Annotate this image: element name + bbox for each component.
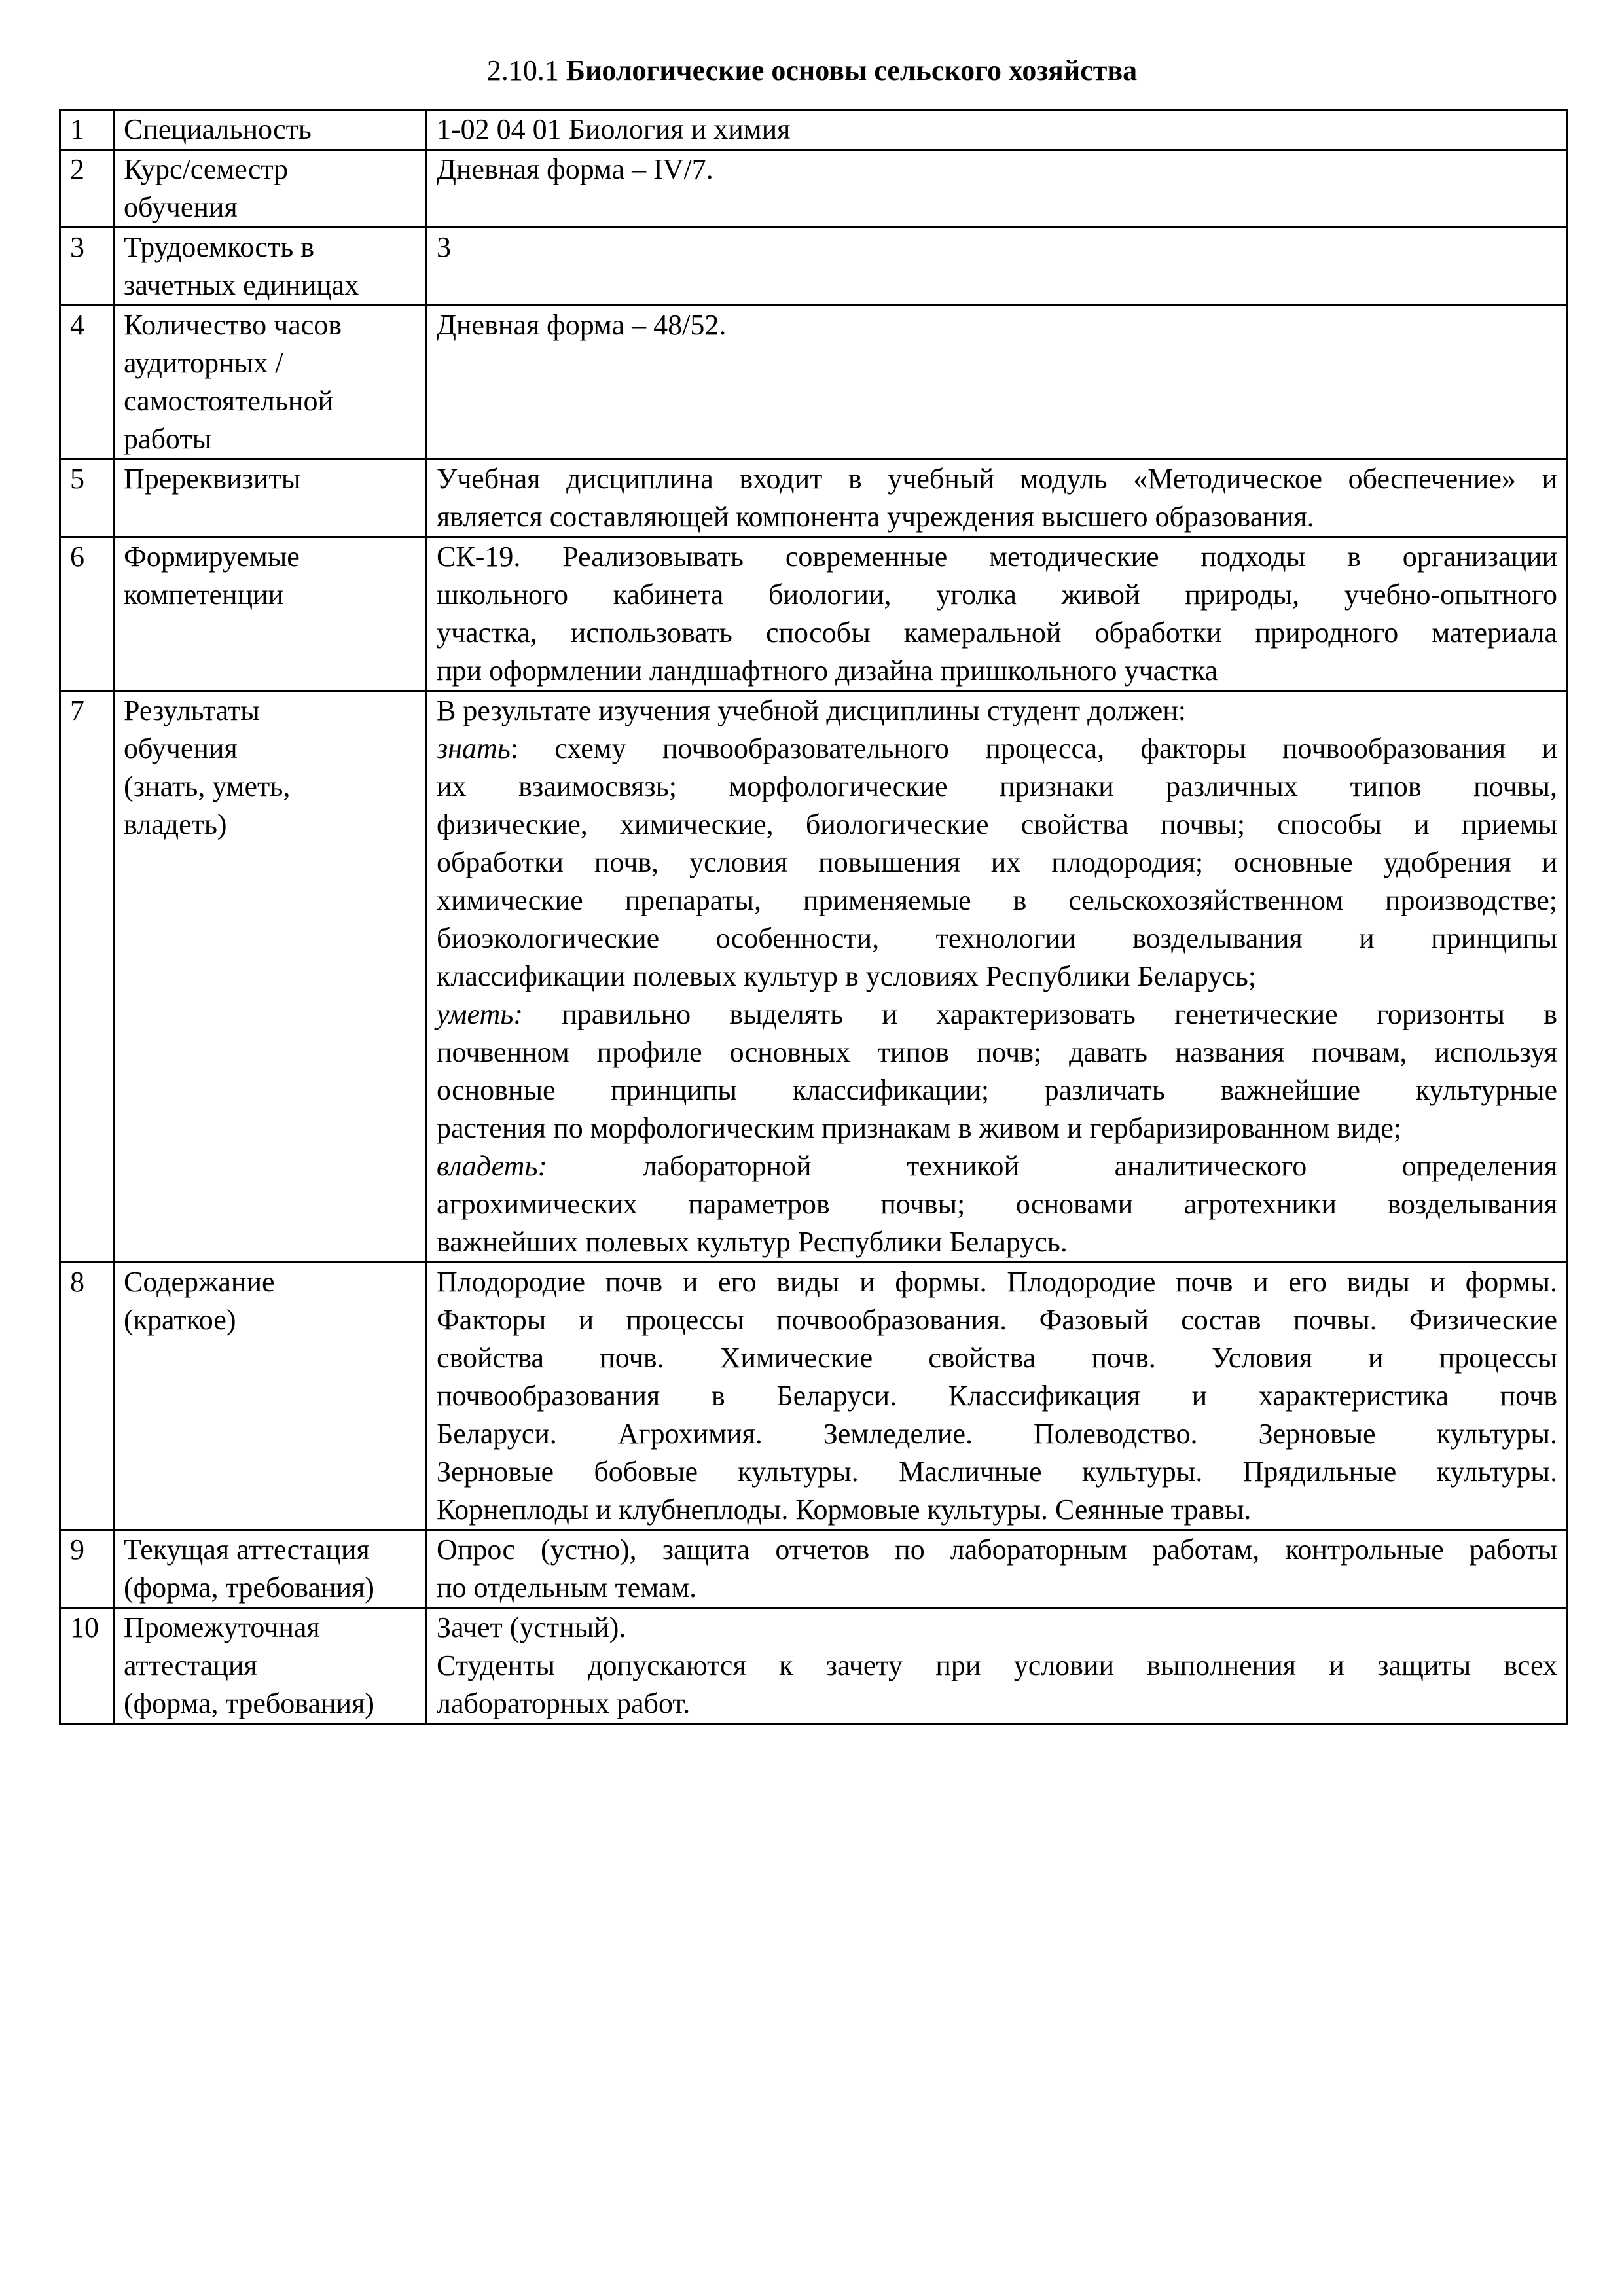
row-value <box>427 691 1568 1263</box>
row-label-line: зачетных единицах <box>124 269 359 301</box>
row-value-line <box>437 1071 1557 1109</box>
row-label-line: Формируемые <box>124 541 300 573</box>
row-value-line <box>437 1531 1557 1569</box>
value-text: по отдельным темам. <box>437 1571 697 1604</box>
value-text: Корнеплоды и клубнеплоды. Кормовые культуры. Сеянные травы. <box>437 1494 1252 1526</box>
row-label-line: аудиторных / <box>124 347 283 379</box>
row-label-line: Специальность <box>124 113 312 145</box>
value-text: свойства почв. Химические свойства почв. Условия и процессы <box>437 1342 1557 1374</box>
value-text: Зерновые бобовые культуры. Масличные культуры. Прядильные культуры. <box>437 1456 1557 1488</box>
row-value-line <box>437 958 1557 996</box>
value-text: физические, химические, биологические свойства почвы; способы и приемы <box>437 808 1557 840</box>
row-value-line <box>437 1339 1557 1377</box>
row-value-line <box>437 111 1557 149</box>
row-number: 9 <box>60 1530 114 1608</box>
value-text: при оформлении ландшафтного дизайна пришкольного участка <box>437 655 1218 687</box>
row-label <box>114 691 427 1263</box>
row-label <box>114 1608 427 1724</box>
row-value-line <box>437 652 1557 690</box>
row-value <box>427 110 1568 150</box>
row-label-line: Результаты <box>124 694 260 726</box>
row-label-line: владеть) <box>124 808 227 840</box>
row-label-line: (краткое) <box>124 1304 236 1336</box>
row-label <box>114 459 427 537</box>
row-value <box>427 150 1568 228</box>
value-text: важнейших полевых культур Республики Беларусь. <box>437 1226 1068 1258</box>
row-label <box>114 228 427 306</box>
row-label-line: Содержание <box>124 1266 275 1298</box>
row-label-line: Текущая аттестация <box>124 1534 370 1566</box>
table-row <box>60 150 1568 228</box>
row-value-line <box>437 1185 1557 1223</box>
row-value-line <box>437 920 1557 958</box>
row-value-line <box>437 306 1557 344</box>
row-value-line <box>437 460 1557 498</box>
row-value-line <box>437 576 1557 614</box>
row-label-line: Трудоемкость в <box>124 231 314 263</box>
row-value-line <box>437 1301 1557 1339</box>
value-text: биоэкологические особенности, технологии возделывания и принципы <box>437 922 1557 954</box>
row-number: 8 <box>60 1263 114 1530</box>
row-number: 5 <box>60 459 114 537</box>
row-value-line <box>437 1569 1557 1607</box>
row-value-line <box>437 692 1557 730</box>
row-value-line <box>437 1033 1557 1071</box>
table-body <box>60 110 1568 1724</box>
row-label <box>114 1263 427 1530</box>
value-text: растения по морфологическим признакам в живом и гербаризированном виде; <box>437 1112 1402 1144</box>
row-number: 2 <box>60 150 114 228</box>
value-text: : схему почвообразовательного процесса, факторы почвообразования и <box>510 732 1557 764</box>
row-value-line <box>437 1453 1557 1491</box>
table-row <box>60 459 1568 537</box>
value-text: участка, использовать способы камеральной обработки природного материала <box>437 617 1557 649</box>
row-value-line <box>437 1263 1557 1301</box>
row-value-line <box>437 151 1557 188</box>
row-value-line <box>437 882 1557 920</box>
value-text: агрохимических параметров почвы; основами агротехники возделывания <box>437 1188 1557 1220</box>
row-value-line <box>437 806 1557 844</box>
page-title <box>0 51 1624 90</box>
row-number: 1 <box>60 110 114 150</box>
value-text: основные принципы классификации; различать важнейшие культурные <box>437 1074 1557 1106</box>
row-label-line: обучения <box>124 191 238 223</box>
row-label-line: (форма, требования) <box>124 1571 374 1604</box>
value-text: почвообразования в Беларуси. Классификация и характеристика почв <box>437 1380 1557 1412</box>
table-row <box>60 691 1568 1263</box>
row-value-line <box>437 1223 1557 1261</box>
row-value-line <box>437 228 1557 266</box>
course-info-table <box>59 109 1568 1725</box>
row-value <box>427 459 1568 537</box>
row-number: 4 <box>60 306 114 459</box>
row-value-line <box>437 1377 1557 1415</box>
row-value-line <box>437 1609 1557 1647</box>
table-row <box>60 110 1568 150</box>
row-value-line <box>437 844 1557 882</box>
value-text: лабораторной техникой аналитического определения <box>547 1150 1557 1182</box>
row-value-line <box>437 1685 1557 1723</box>
row-value-line <box>437 996 1557 1033</box>
row-value-line <box>437 538 1557 576</box>
row-value-line <box>437 614 1557 652</box>
value-text: Беларуси. Агрохимия. Земледелие. Полеводство. Зерновые культуры. <box>437 1418 1557 1450</box>
value-text: Опрос (устно), защита отчетов по лабораторным работам, контрольные работы <box>437 1534 1557 1566</box>
row-label-line: самостоятельной <box>124 385 333 417</box>
row-value <box>427 1608 1568 1724</box>
row-label-line: компетенции <box>124 579 284 611</box>
row-label-line: (форма, требования) <box>124 1687 374 1719</box>
row-label-line: работы <box>124 423 212 455</box>
table-row <box>60 1530 1568 1608</box>
table-row <box>60 1263 1568 1530</box>
row-label-line: Количество часов <box>124 309 342 341</box>
table-row <box>60 306 1568 459</box>
value-text: лабораторных работ. <box>437 1687 691 1719</box>
row-label-line: Промежуточная <box>124 1611 320 1643</box>
row-value-line <box>437 1491 1557 1529</box>
row-number: 3 <box>60 228 114 306</box>
value-text: 3 <box>437 231 451 263</box>
value-text: Студенты допускаются к зачету при условии выполнения и защиты всех <box>437 1649 1557 1681</box>
table-row <box>60 1608 1568 1724</box>
row-label-line: обучения <box>124 732 238 764</box>
row-number: 10 <box>60 1608 114 1724</box>
row-label-line: аттестация <box>124 1649 257 1681</box>
value-text: является составляющей компонента учреждения высшего образования. <box>437 501 1314 533</box>
row-value <box>427 1530 1568 1608</box>
value-text: Учебная дисциплина входит в учебный модуль «Методическое обеспечение» и <box>437 463 1557 495</box>
value-text: правильно выделять и характеризовать генетические горизонты в <box>522 998 1557 1030</box>
row-value-line <box>437 1415 1557 1453</box>
table-row <box>60 537 1568 691</box>
value-text: Дневная форма – 48/52. <box>437 309 727 341</box>
row-value-line <box>437 768 1557 806</box>
value-text: Плодородие почв и его виды и формы. Плодородие почв и его виды и формы. <box>437 1266 1557 1298</box>
row-value-line <box>437 730 1557 768</box>
value-text: Дневная форма – IV/7. <box>437 153 713 185</box>
row-label-line: Курс/семестр <box>124 153 289 185</box>
value-text: обработки почв, условия повышения их плодородия; основные удобрения и <box>437 846 1557 878</box>
value-text: Зачет (устный). <box>437 1611 626 1643</box>
row-label <box>114 1530 427 1608</box>
row-value <box>427 537 1568 691</box>
value-text: классификации полевых культур в условиях Республики Беларусь; <box>437 960 1257 992</box>
row-value <box>427 1263 1568 1530</box>
italic-term: знать <box>437 732 511 764</box>
row-label <box>114 537 427 691</box>
row-value-line <box>437 1109 1557 1147</box>
value-text: СК-19. Реализовывать современные методические подходы в организации <box>437 541 1557 573</box>
italic-term: уметь: <box>437 998 523 1030</box>
row-label <box>114 150 427 228</box>
table-row <box>60 228 1568 306</box>
row-label <box>114 306 427 459</box>
value-text: Факторы и процессы почвообразования. Фазовый состав почвы. Физические <box>437 1304 1557 1336</box>
section-number: 2.10.1 <box>486 54 559 86</box>
row-number: 7 <box>60 691 114 1263</box>
row-label-line: Пререквизиты <box>124 463 301 495</box>
row-value-line <box>437 1647 1557 1685</box>
section-title: Биологические основы сельского хозяйства <box>566 54 1138 86</box>
row-value <box>427 228 1568 306</box>
row-number: 6 <box>60 537 114 691</box>
row-label <box>114 110 427 150</box>
row-value-line <box>437 1147 1557 1185</box>
value-text: 1-02 04 01 Биология и химия <box>437 113 791 145</box>
row-value-line <box>437 498 1557 536</box>
italic-term: владеть: <box>437 1150 548 1182</box>
value-text: школьного кабинета биологии, уголка живой природы, учебно-опытного <box>437 579 1557 611</box>
row-value <box>427 306 1568 459</box>
row-label-line: (знать, уметь, <box>124 770 291 802</box>
value-text: их взаимосвязь; морфологические признаки различных типов почвы, <box>437 770 1557 802</box>
value-text: химические препараты, применяемые в сельскохозяйственном производстве; <box>437 884 1557 916</box>
value-text: В результате изучения учебной дисциплины студент должен: <box>437 694 1187 726</box>
value-text: почвенном профиле основных типов почв; давать названия почвам, используя <box>437 1036 1557 1068</box>
